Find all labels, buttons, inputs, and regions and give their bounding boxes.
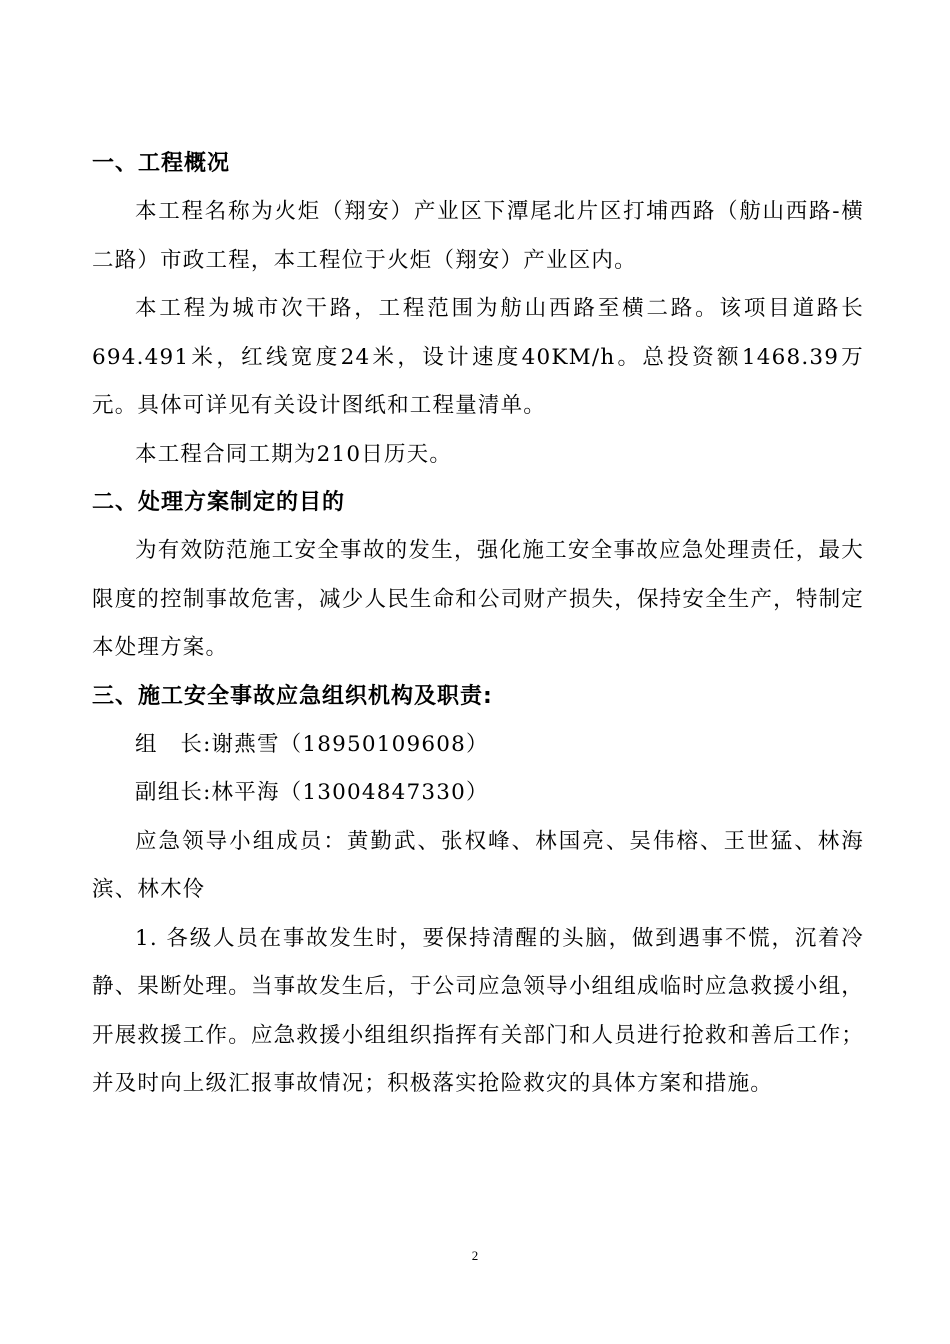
deputy-leader-line (92, 769, 864, 818)
contract-period-paragraph: 本工程合同工期为210日历天。 (135, 441, 453, 467)
deputy-leader-value: 林平海（13004847330） (211, 780, 489, 805)
duty-item-1-paragraph: 1. 各级人员在事故发生时，要保持清醒的头脑，做到遇事不慌，沉着冷静、果断处理。当事故发生后，于公司应急领导小组组成临时应急救援小组，开展救援工作。应急救援小组组织指挥有关部门和人员进行抢救和善后工作；并及时向上级汇报事故情况；积极落实抢险救灾的具体方案和措施。 (92, 925, 864, 1096)
document-body (92, 140, 864, 1109)
team-leader-label: 组 长: (135, 731, 212, 757)
team-members-paragraph: 应急领导小组成员：黄勤武、张权峰、林国亮、吴伟榕、王世猛、林海滨、林木伶 (92, 828, 864, 902)
project-scope-paragraph: 本工程为城市次干路，工程范围为舫山西路至横二路。该项目道路长694.491米，红线宽度24米，设计速度40KM/h。总投资额1468.39万元。具体可详见有关设计图纸和工程量清单。 (92, 296, 864, 418)
team-leader-line (92, 721, 864, 770)
deputy-leader-label: 副组长: (135, 780, 212, 805)
section-heading-overview: 一、工程概况 (92, 151, 231, 176)
page-number: 2 (471, 1248, 479, 1263)
purpose-paragraph: 为有效防范施工安全事故的发生，强化施工安全事故应急处理责任，最大限度的控制事故危害，减少人民生命和公司财产损失，保持安全生产，特制定本处理方案。 (92, 538, 864, 660)
team-leader-value: 谢燕雪（18950109608） (211, 731, 489, 757)
project-name-paragraph: 本工程名称为火炬（翔安）产业区下潭尾北片区打埔西路（舫山西路-横二路）市政工程，本工程位于火炬（翔安）产业区内。 (92, 199, 864, 273)
section-heading-purpose: 二、处理方案制定的目的 (92, 490, 346, 515)
section-heading-organization: 三、施工安全事故应急组织机构及职责: (92, 683, 493, 709)
